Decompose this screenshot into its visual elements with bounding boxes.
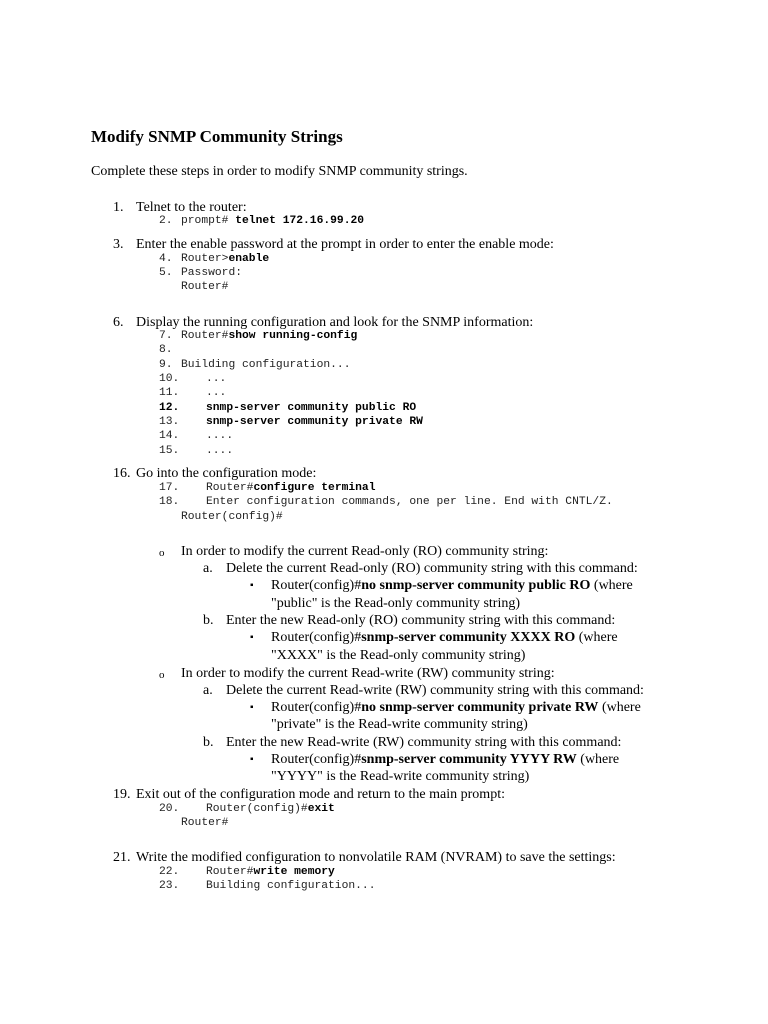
bullet-circle: o [159, 547, 165, 559]
code-number: 8. [159, 344, 173, 356]
square-bullet: ▪ [250, 754, 254, 765]
code-command: telnet 172.16.99.20 [235, 215, 365, 227]
code-line: Building configuration... [181, 359, 351, 371]
page-title: Modify SNMP Community Strings [91, 127, 343, 146]
command-note: "XXXX" is the Read-only community string) [271, 648, 526, 663]
sub-step-text: In order to modify the current Read-only (RO) community string: [181, 544, 549, 559]
sub-step-label: a. [203, 683, 213, 698]
code-number: 7. [159, 330, 173, 342]
sub-step-label: b. [203, 613, 214, 628]
code-number: 2. [159, 215, 173, 227]
command-text: no snmp-server community public RO [361, 578, 591, 593]
command-text: no snmp-server community private RW [361, 700, 599, 715]
code-command: configure terminal [253, 482, 376, 494]
square-bullet: ▪ [250, 702, 254, 713]
step-text: Display the running configuration and look for the SNMP information: [136, 315, 534, 330]
sub-step-text: Delete the current Read-write (RW) community string with this command: [226, 683, 644, 698]
step-number: 3. [113, 237, 124, 252]
code-number: 15. [159, 445, 180, 457]
step-number: 16. [113, 466, 131, 481]
sub-step-label: b. [203, 735, 214, 750]
code-line: ... [206, 373, 227, 385]
code-number: 10. [159, 373, 180, 385]
code-command: snmp-server community private RW [206, 416, 423, 428]
bullet-circle: o [159, 669, 165, 681]
code-line: .... [206, 430, 234, 442]
command-line [271, 630, 618, 646]
code-number: 23. [159, 880, 180, 892]
code-number: 12. [159, 402, 180, 414]
step-number: 21. [113, 850, 131, 865]
code-line: Password: [181, 267, 243, 279]
code-command: snmp-server community public RO [206, 402, 417, 414]
code-prompt: Router# [181, 330, 229, 342]
code-number: 17. [159, 482, 180, 494]
code-prompt: Router(config)# [206, 803, 308, 815]
code-number: 22. [159, 866, 180, 878]
code-command: write memory [253, 866, 335, 878]
code-number: 20. [159, 803, 180, 815]
code-command: enable [228, 253, 270, 265]
intro-text: Complete these steps in order to modify SNMP community strings. [91, 164, 468, 179]
code-line: Enter configuration commands, one per line. End with CNTL/Z. [206, 496, 613, 508]
step-text: Enter the enable password at the prompt in order to enter the enable mode: [136, 237, 554, 252]
sub-step-label: a. [203, 561, 213, 576]
code-prompt: Router# [206, 866, 254, 878]
command-text: snmp-server community XXXX RO [361, 630, 576, 645]
command-prompt: Router(config)# [271, 700, 362, 715]
command-text: snmp-server community YYYY RW [361, 752, 577, 767]
command-note: "public" is the Read-only community string) [271, 596, 521, 611]
code-line [206, 866, 335, 878]
code-number: 4. [159, 253, 173, 265]
command-prompt: Router(config)# [271, 630, 362, 645]
command-prompt: Router(config)# [271, 578, 362, 593]
step-number: 1. [113, 200, 124, 215]
step-text: Go into the configuration mode: [136, 466, 317, 481]
code-line [181, 253, 269, 265]
code-number: 14. [159, 430, 180, 442]
command-line [271, 700, 641, 716]
code-prompt: Router# [206, 482, 254, 494]
code-prompt: Router> [181, 253, 229, 265]
code-line: ... [206, 387, 227, 399]
sub-step-text: Enter the new Read-write (RW) community string with this command: [226, 735, 622, 750]
code-line: .... [206, 445, 234, 457]
code-line [181, 215, 364, 227]
code-line: Building configuration... [206, 880, 376, 892]
square-bullet: ▪ [250, 632, 254, 643]
sub-step-text: In order to modify the current Read-write (RW) community string: [181, 666, 555, 681]
code-line: Router# [181, 281, 229, 293]
command-note: (where [590, 578, 633, 593]
square-bullet: ▪ [250, 580, 254, 591]
command-note: (where [576, 752, 620, 767]
code-number: 9. [159, 359, 173, 371]
code-line [206, 803, 335, 815]
code-command: show running-config [228, 330, 358, 342]
code-number: 18. [159, 496, 180, 508]
step-text: Exit out of the configuration mode and return to the main prompt: [136, 787, 505, 802]
sub-step-text: Enter the new Read-only (RO) community string with this command: [226, 613, 616, 628]
command-line [271, 578, 633, 594]
code-number: 13. [159, 416, 180, 428]
command-prompt: Router(config)# [271, 752, 362, 767]
command-line [271, 752, 619, 768]
command-note: (where [575, 630, 618, 645]
code-prompt: prompt# [181, 215, 236, 227]
code-number: 5. [159, 267, 173, 279]
step-text: Write the modified configuration to nonvolatile RAM (NVRAM) to save the settings: [136, 850, 616, 865]
code-line: Router# [181, 817, 229, 829]
code-number: 11. [159, 387, 180, 399]
code-command: exit [307, 803, 335, 815]
step-number: 19. [113, 787, 131, 802]
command-note: "private" is the Read-write community string) [271, 717, 528, 732]
code-line [206, 482, 376, 494]
sub-step-text: Delete the current Read-only (RO) community string with this command: [226, 561, 638, 576]
command-note: (where [598, 700, 641, 715]
code-line [181, 330, 357, 342]
step-number: 6. [113, 315, 124, 330]
step-text: Telnet to the router: [136, 200, 247, 215]
command-note: "YYYY" is the Read-write community string) [271, 769, 530, 784]
code-line: Router(config)# [181, 511, 283, 523]
